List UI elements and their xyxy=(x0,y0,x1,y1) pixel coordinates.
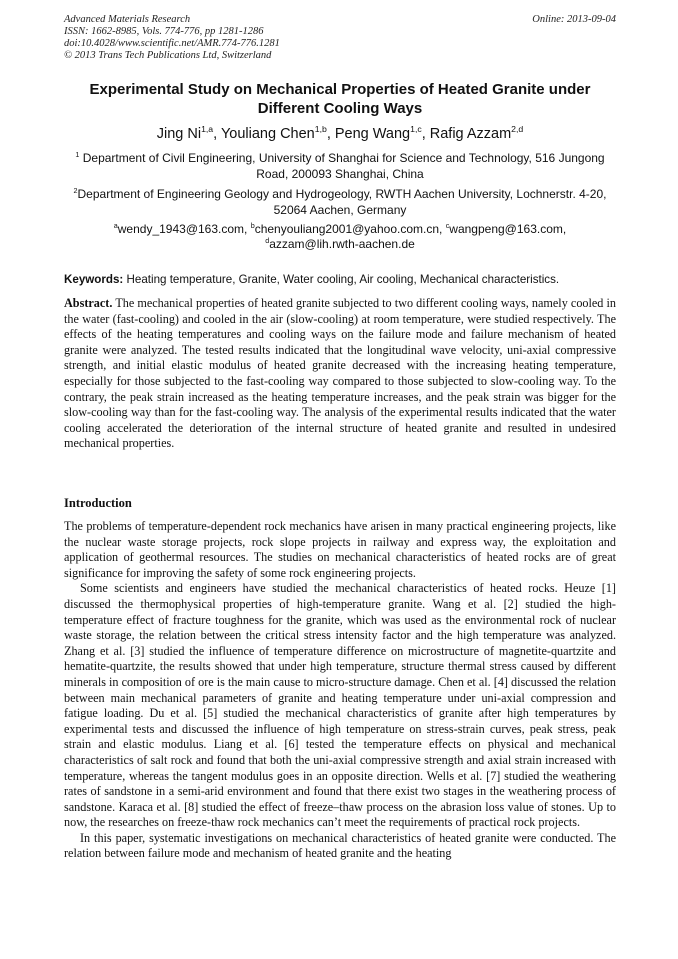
online-date: Online: 2013-09-04 xyxy=(532,14,616,25)
email-mark: b xyxy=(250,221,255,230)
author-affiliation-mark: 1,b xyxy=(314,124,327,135)
abstract-text: The mechanical properties of heated granite subjected to two different cooling ways, namely cooled in the water (fast-cooling) and cooled in the air (slow-cooling) at room temperature, were studied respectively. The effects of the heating temperatures and cooling ways on the failure mode and failure mechanism of heated granite were analyzed. The tested results indicated that the longitudinal wave velocity, uni-axial compressive strength, and initial elastic modulus of heated granite decreased with the increasing heating temperature, especially for those subjected to the fast-cooling way compared to those subjected to slow-cooling way. To the contrary, the peak strain increased as the heating temperature increases, and the peak strain was bigger for the slow-cooling way than for the fast-cooling way. The analysis of the experimental results indicated that the water cooling accelerated the deterioration of the internal structure of heated granite and resulted in undesired mechanical properties. xyxy=(64,296,616,451)
author-name: Rafig Azzam xyxy=(429,126,512,142)
abstract-label: Abstract. xyxy=(64,296,113,310)
affiliation-mark: 1 xyxy=(75,150,80,159)
author-emails: $^a$wendy_1943@163.com, $^b$chenyouliang2001@yahoo.com.cn, $^c$wangpeng@163.com, $^d$azzam@lih.rwth-aachen.de xyxy=(113,221,567,251)
paragraph: Some scientists and engineers have studied the mechanical characteristics of heated rocks. Heuze [1] discussed the thermophysical properties of high-temperature granite. Wang et al. [2] studied the high-temperature effect of fracture toughness for the granite, which was used as the environmental rock of nuclear waste storage, the relation between the critical stress intensity factor and the high temperature was analyzed. Zhang et al. [3] studied the influence of temperature difference on microstructure of magnetite-quartzite and hematite-quartzite, the results showed that under high temperature, structure thermal stress caused by different minerals in composition of ore is the main cause to micro-structure damage. Chen et al. [4] discussed the relation between main mechanical parameters of granite and heating temperature under uni-axial compression and fatigue loading. Du et al. [5] studied the mechanical characteristics of granite after high temperatures by experimental tests and discussed the influence of high temperature on stress-strain curves, peak stress, peak strain and elastic modulus. Liang et al. [6] tested the temperature effects on physical and mechanical characteristics of salt rock and found that both the uni-axial compressive strength and axial strain increased with temperature, whereas the tangent modulus goes in an opposite direction. Wells et al. [7] studied the weathering rates of sandstone in a semi-arid environment and found that there exist two stages in the weathering process of sandstone. Karaca et al. [8] studied the effect of freeze–thaw process on the abrasion loss value of stones. Up to now, the researches on freeze-thaw rock mechanics can’t meet the requirements of practical rock projects. xyxy=(64,581,616,830)
keywords-text: Heating temperature, Granite, Water cooling, Air cooling, Mechanical characteristics. xyxy=(126,273,560,286)
affiliation-text: Department of Civil Engineering, University of Shanghai for Science and Technology, 516 Jungong Road, 200093 Shanghai, China xyxy=(82,151,605,181)
author-list: Jing Ni$^{1,a}$, Youliang Chen$^{1,b}$, Peng Wang$^{1,c}$, Rafig Azzam$^{2,d}$ xyxy=(156,124,524,142)
author-name: Peng Wang xyxy=(334,126,411,142)
affiliation-2 xyxy=(64,186,616,218)
email-link[interactable]: wangpeng@163.com xyxy=(449,222,563,236)
introduction-body xyxy=(64,519,616,862)
affiliation-1 xyxy=(64,150,616,182)
email-mark: a xyxy=(113,221,118,230)
journal-name: Advanced Materials Research xyxy=(64,14,191,25)
keywords-label: Keywords: xyxy=(64,273,124,286)
author-affiliation-mark: 1,a xyxy=(201,124,214,135)
paragraph: The problems of temperature-dependent rock mechanics have arisen in many practical engineering projects, like the nuclear waste storage projects, rock slope projects in railway and express way, the exploitation and application of geothermal resources. The studies on mechanical characteristics of heated rocks are of great significance for improving the safety of some rock engineering projects. xyxy=(64,519,616,580)
author-affiliation-mark: 1,c xyxy=(410,124,422,135)
doi-line: doi:10.4028/www.scientific.net/AMR.774-776.1281 xyxy=(64,38,280,49)
author-name: Jing Ni xyxy=(156,126,202,142)
introduction-heading: Introduction xyxy=(64,496,132,510)
paper-title: Experimental Study on Mechanical Properties of Heated Granite under Different Cooling Ways xyxy=(89,81,591,117)
journal-header xyxy=(64,14,616,62)
email-mark: d xyxy=(265,236,270,245)
affiliation-mark: 2 xyxy=(73,186,78,195)
issn-line: ISSN: 1662-8985, Vols. 774-776, pp 1281-1286 xyxy=(64,26,264,37)
author-affiliation-mark: 2,d xyxy=(511,124,524,135)
keywords xyxy=(64,272,616,287)
affiliation-text: Department of Engineering Geology and Hydrogeology, RWTH Aachen University, Lochnerstr. 4-20, 52064 Aachen, Germany xyxy=(77,187,607,217)
email-link[interactable]: wendy_1943@163.com xyxy=(117,222,245,236)
email-link[interactable]: azzam@lih.rwth-aachen.de xyxy=(269,237,415,251)
email-mark: c xyxy=(445,221,450,230)
copyright-line: © 2013 Trans Tech Publications Ltd, Switzerland xyxy=(64,50,272,61)
email-link[interactable]: chenyouliang2001@yahoo.com.cn xyxy=(254,222,440,236)
abstract xyxy=(64,296,616,452)
paragraph: In this paper, systematic investigations on mechanical characteristics of heated granite were conducted. The relation between failure mode and mechanism of heated granite and the heating xyxy=(64,830,616,861)
author-name: Youliang Chen xyxy=(220,126,315,142)
